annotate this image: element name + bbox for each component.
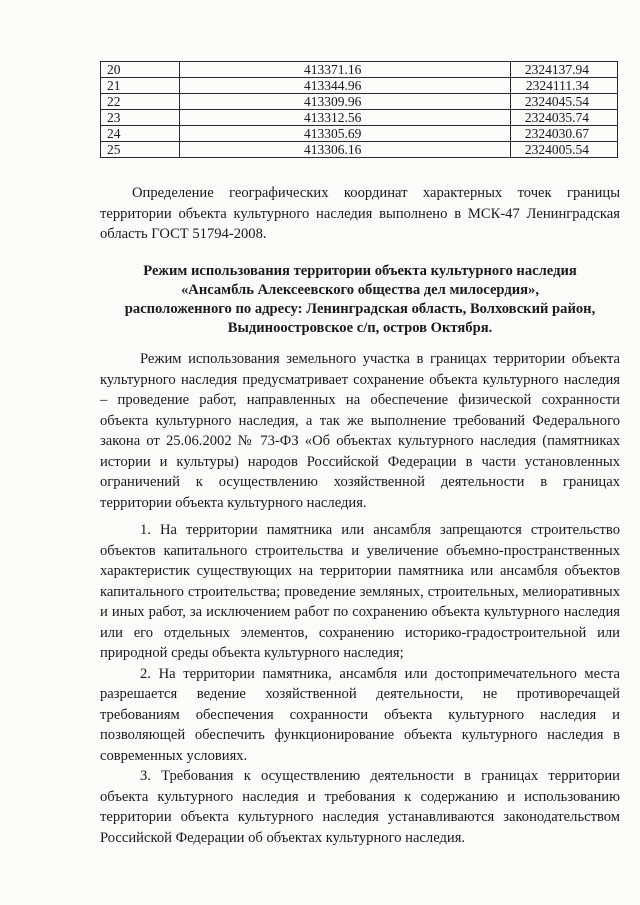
x-coordinate: 413305.69 (180, 126, 511, 142)
regulations-list (100, 520, 620, 848)
x-coordinate: 413371.16 (180, 62, 511, 78)
table-row (101, 78, 618, 94)
y-coordinate: 2324111.34 (511, 78, 618, 94)
point-number: 21 (101, 78, 180, 94)
x-coordinate: 413344.96 (180, 78, 511, 94)
heading-line: Выдиноостровское с/п, остров Октября. (227, 320, 493, 336)
table-row (101, 62, 618, 78)
point-number: 23 (101, 110, 180, 126)
y-coordinate: 2324030.67 (511, 126, 618, 142)
point-number: 22 (101, 94, 180, 110)
heading-line: Режим использования территории объекта культурного наследия (143, 263, 577, 279)
y-coordinate: 2324005.54 (511, 142, 618, 158)
intro-paragraph: Режим использования земельного участка в границах территории объекта культурного наследия предусматривает сохранение объекта культурного наследия – проведение работ, направленных на обеспечение физической сохранности объекта культурного наследия, а так же выполнение требований Федерального закона от 25.06.2002 № 73-ФЗ «Об объектах культурного наследия (памятниках истории и культуры) народов Российской Федерации в части установленных ограничений к осуществлению хозяйственной деятельности в границах территории объекта культурного наследия. (100, 351, 620, 511)
heading-line: расположенного по адресу: Ленинградская область, Волховский район, (124, 301, 596, 317)
regulation-item: 3. Требования к осуществлению деятельности в границах территории объекта культурного наследия и требования к содержанию и использованию территории объекта культурного наследия устанавливаются законодательством Российской Федерации об объектах культурного наследия. (100, 768, 620, 846)
point-number: 24 (101, 126, 180, 142)
x-coordinate: 413309.96 (180, 94, 511, 110)
point-number: 25 (101, 142, 180, 158)
table-row (101, 126, 618, 142)
x-coordinate: 413312.56 (180, 110, 511, 126)
y-coordinate: 2324035.74 (511, 110, 618, 126)
regulation-item: 2. На территории памятника, ансамбля или достопримечательного места разрешается ведение хозяйственной деятельности, не противоречащей требованиям обеспечения сохранности объекта культурного наследия и позволяющей обеспечить функционирование объекта культурного наследия в современных условиях. (100, 665, 620, 764)
coordinate-system-note: Определение географических координат характерных точек границы территории объекта культурного наследия выполнено в МСК-47 Ленинградская область ГОСТ 51794-2008. (100, 185, 620, 242)
table-row (101, 94, 618, 110)
table-row (101, 142, 618, 158)
table-row (101, 110, 618, 126)
coordinates-table (100, 61, 618, 158)
heading-line: «Ансамбль Алексеевского общества дел милосердия», (180, 282, 539, 298)
x-coordinate: 413306.16 (180, 142, 511, 158)
point-number: 20 (101, 62, 180, 78)
section-heading (100, 262, 620, 338)
y-coordinate: 2324137.94 (511, 62, 618, 78)
y-coordinate: 2324045.54 (511, 94, 618, 110)
regulation-item: 1. На территории памятника или ансамбля запрещаются строительство объектов капитального строительства и увеличение объемно-пространственных характеристик существующих на территории памятника или ансамбля объектов капитального строительства; проведение земляных, строительных, мелиоративных и иных работ, за исключением работ по сохранению объекта культурного наследия или его отдельных элементов, сохранению историко-градостроительной или природной среды объекта культурного наследия; (100, 522, 620, 661)
